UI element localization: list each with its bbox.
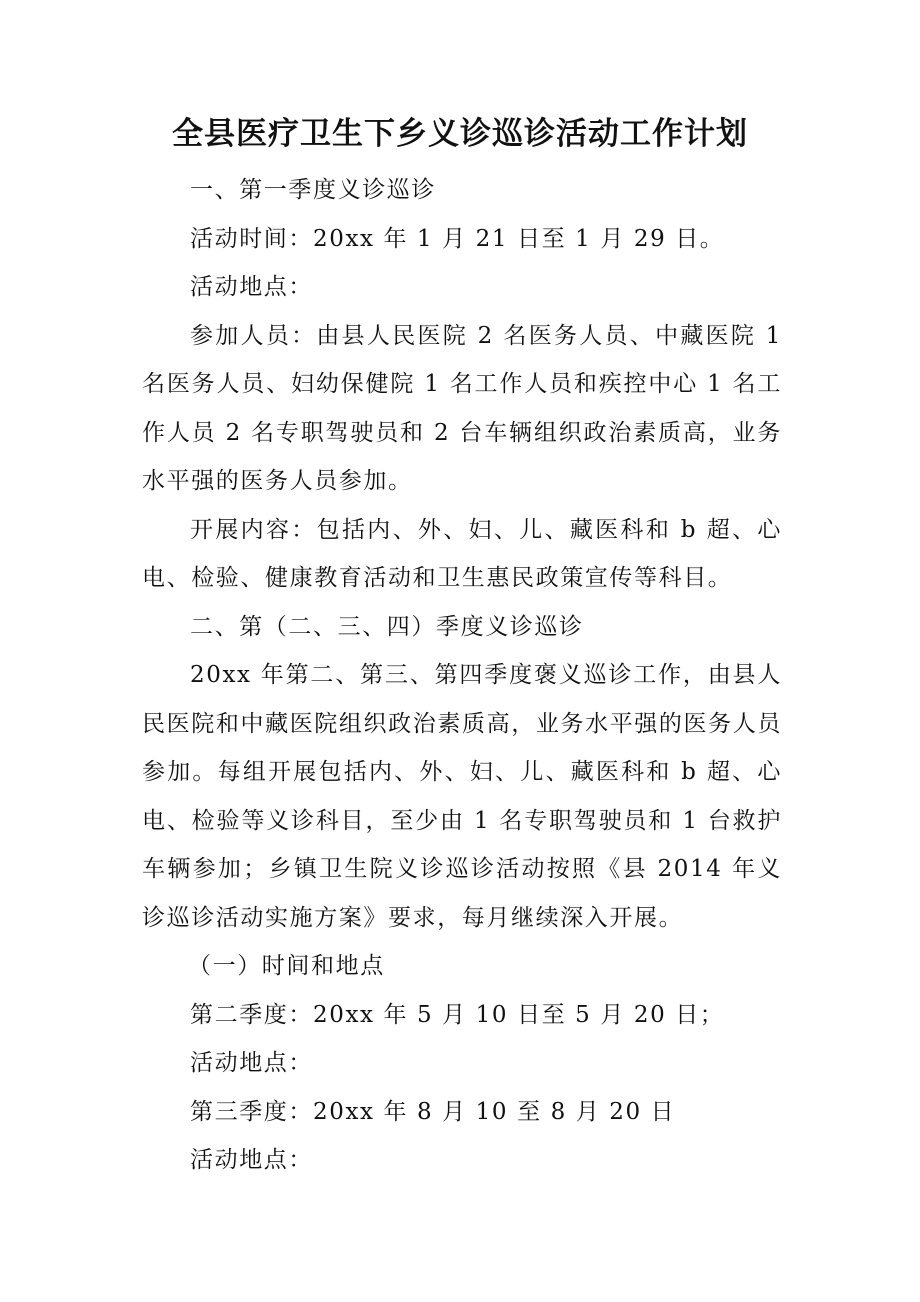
paragraph: 参加人员：由县人民医院 2 名医务人员、中藏医院 1 名医务人员、妇幼保健院 1 名工作人员和疾控中心 1 名工作人员 2 名专职驾驶员和 2 台车辆组织政治素质高，业务水平强的医务人员参加。 bbox=[142, 322, 782, 494]
section-heading: 二、第（二、三、四）季度义诊巡诊 bbox=[190, 613, 584, 640]
paragraph: 开展内容：包括内、外、妇、儿、藏医科和 b 超、心电、检验、健康教育活动和卫生惠民政策宣传等科目。 bbox=[142, 516, 782, 591]
paragraph: 第三季度：20xx 年 8 月 10 至 8 月 20 日 bbox=[190, 1098, 676, 1125]
paragraph: 活动时间：20xx 年 1 月 21 日至 1 月 29 日。 bbox=[190, 225, 725, 252]
paragraph: 第二季度：20xx 年 5 月 10 日至 5 月 20 日； bbox=[190, 1001, 725, 1028]
section-heading: 一、第一季度义诊巡诊 bbox=[190, 177, 436, 203]
paragraph: 20xx 年第二、第三、第四季度褒义巡诊工作，由县人民医院和中藏医院组织政治素质高，业务水平强的医务人员参加。每组开展包括内、外、妇、儿、藏医科和 b 超、心电、检验等义诊科目，至少由 1 名专职驾驶员和 1 台救护车辆参加；乡镇卫生院义诊巡诊活动按照《县 2014 年义诊巡诊活动实施方案》要求，每月继续深入开展。 bbox=[142, 662, 782, 931]
subsection-heading: （一）时间和地点 bbox=[188, 953, 385, 979]
paragraph: 活动地点： bbox=[190, 274, 313, 300]
paragraph: 活动地点： bbox=[190, 1050, 313, 1076]
document-body bbox=[142, 166, 782, 1185]
paragraph: 活动地点： bbox=[190, 1147, 313, 1173]
document-title: 全县医疗卫生下乡义诊巡诊活动工作计划 bbox=[172, 116, 748, 152]
